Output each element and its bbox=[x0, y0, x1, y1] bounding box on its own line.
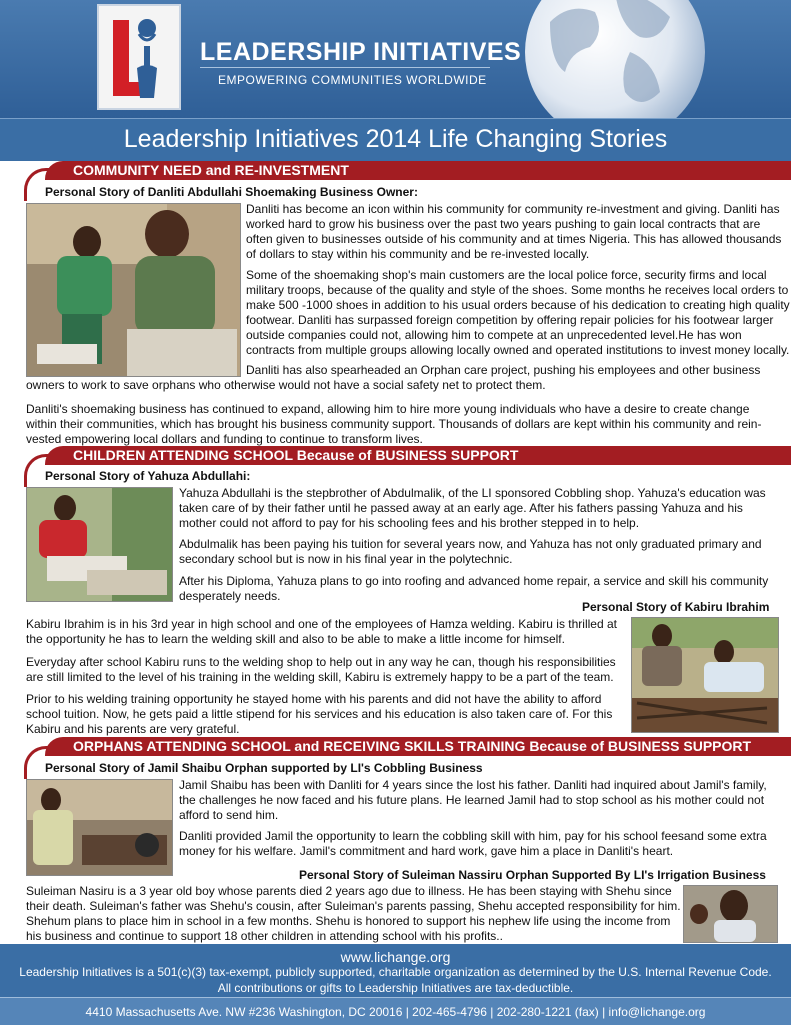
photo-shoemaker bbox=[26, 203, 241, 377]
footer-tax-statement: Leadership Initiatives is a 501(c)(3) tax-exempt, publicly supported, charitable organization as determined by the U.S. Internal Revenue Code. bbox=[19, 965, 772, 979]
logo bbox=[97, 4, 181, 110]
header-banner bbox=[0, 0, 791, 118]
brand-tagline: EMPOWERING COMMUNITIES WORLDWIDE bbox=[218, 73, 487, 87]
photo-kabiru bbox=[631, 617, 779, 733]
story-danliti-p3: Danliti has also spearheaded an Orphan care project, pushing his employees and other business owners to work to save orphans who otherwise would not have a social safety net to protect them. bbox=[26, 363, 761, 392]
story-yahuza-p1: Yahuza Abdullahi is the stepbrother of Abdulmalik, of the LI sponsored Cobbling shop. Yahuza's education was taken care of by their father until he passed away at an early age. After his fathers passing Yahuza and his mother could not afford to pay for his schooling fees and his brother stepped in to help. bbox=[179, 486, 766, 530]
story-title-kabiru: Personal Story of Kabiru Ibrahim bbox=[582, 600, 770, 614]
photo-jamil bbox=[26, 779, 173, 876]
story-title-yahuza: Personal Story of Yahuza Abdullahi: bbox=[45, 469, 251, 483]
section-1-heading: COMMUNITY NEED and RE-INVESTMENT bbox=[73, 162, 349, 178]
footer-deductible-statement: All contributions or gifts to Leadership Initiatives are tax-deductible. bbox=[217, 981, 574, 995]
story-yahuza-p3: After his Diploma, Yahuza plans to go into roofing and advanced home repair, a service and skill his community desperately needs. bbox=[179, 574, 769, 603]
footer-address-bar bbox=[0, 997, 791, 1025]
story-title-suleiman: Personal Story of Suleiman Nassiru Orphan Supported By LI's Irrigation Business bbox=[299, 868, 766, 882]
story-suleiman-p1: Suleiman Nasiru is a 3 year old boy whose parents died 2 years ago due to illness. He has been staying with Shehu since their death. Suleiman's father was Shehu's cousin, after Suleiman's parents passing, Shehu accepted responsibility for him. Shehum plans to place him in school in a few months. Shehu is honored to support his nephew life using the income from his business and continue to support 18 other children in attending school with his profits.. bbox=[26, 884, 681, 943]
photo-suleiman bbox=[683, 885, 778, 943]
section-2-heading-bar bbox=[45, 446, 791, 465]
section-3-heading-bar bbox=[45, 737, 791, 756]
page-title: Leadership Initiatives 2014 Life Changing Stories bbox=[123, 125, 668, 153]
story-danliti-p4: Danliti's shoemaking business has continued to expand, allowing him to hire more young individuals who have a desire to create change within their communities, which has brought his business community support. Thousands of dollars are kept within his community and rein-vested empowering local dollars and funding to continue to transform lives. bbox=[26, 402, 762, 446]
story-danliti-p1: Danliti has become an icon within his community for community re-investment and giving. Danliti has worked hard to grow his business over the past two years pushing to gain local contracts that are often given to businesses outside of his community and at times Nigeria. This has allowed thousands of dollars to stay within his community and be re-invested locally. bbox=[246, 202, 782, 261]
story-title-jamil: Personal Story of Jamil Shaibu Orphan supported by LI's Cobbling Business bbox=[45, 761, 483, 775]
story-title-danliti: Personal Story of Danliti Abdullahi Shoemaking Business Owner: bbox=[45, 185, 418, 199]
brand-name: LEADERSHIP INITIATIVES bbox=[200, 38, 522, 66]
footer bbox=[0, 944, 791, 1024]
story-kabiru-p1: Kabiru Ibrahim is in his 3rd year in high school and one of the employees of Hamza welding. Kabiru is thrilled at the opportunity he has to learn the welding skill and also to be able to make a little income for himself. bbox=[26, 617, 617, 646]
story-kabiru-p2: Everyday after school Kabiru runs to the welding shop to help out in any way he can, though his responsibilities are still limited to the level of his training in the welding skill, Kabiru is extremely happy to be a part of the team. bbox=[26, 655, 616, 684]
story-jamil-p2: Danliti provided Jamil the opportunity to learn the cobbling skill with him, pay for his school feesand some extra money for his welfare. Jamil's commitment and hard work, gave him a place in Danliti's heart. bbox=[179, 829, 767, 858]
section-2-heading: CHILDREN ATTENDING SCHOOL Because of BUSINESS SUPPORT bbox=[73, 447, 519, 463]
logo-mark-icon bbox=[99, 6, 179, 108]
globe-icon bbox=[520, 0, 710, 118]
story-yahuza-p2: Abdulmalik has been paying his tuition for several years now, and Yahuza has not only graduated primary and secondary school but is now in his final year in the polytechnic. bbox=[179, 537, 762, 566]
story-danliti-p2: Some of the shoemaking shop's main customers are the local police force, security firms and local military troops, because of the quality and style of the shoes. Some months he receives local orders to make 500 -1000 shoes in addition to his usual orders because of his dedication to creating high quality footwear. Danliti has surpassed foreign competition by offering repair policies for his footwear larger outside companies could not, allowing him to compete at an unprecedented level.He has won contracts from multiple groups allowing locally owned and operated institutions to invest money locally. bbox=[246, 268, 790, 357]
photo-yahuza bbox=[26, 487, 173, 602]
title-bar bbox=[0, 118, 791, 161]
section-3-heading: ORPHANS ATTENDING SCHOOL and RECEIVING SKILLS TRAINING Because of BUSINESS SUPPORT bbox=[73, 738, 752, 754]
footer-address: 4410 Massachusetts Ave. NW #236 Washington, DC 20016 | 202-465-4796 | 202-280-1221 (fax) | info@lichange.org bbox=[85, 1005, 706, 1019]
section-1-heading-bar bbox=[45, 161, 791, 180]
story-jamil-p1: Jamil Shaibu has been with Danliti for 4 years since the lost his father. Danliti had inquired about Jamil's family, the challenges he now faced and his future plans. He learned Jamil had to stop school as his mother could not afford to send him. bbox=[179, 778, 767, 822]
brand-divider bbox=[200, 67, 490, 68]
footer-url-link[interactable]: www.lichange.org bbox=[340, 949, 451, 965]
story-kabiru-p3: Prior to his welding training opportunity he stayed home with his parents and did not have the ability to afford school tuition. Now, he gets paid a little stipend for his services and his education is also taken care of. For this Kabiru and his parents are very grateful. bbox=[26, 692, 613, 736]
